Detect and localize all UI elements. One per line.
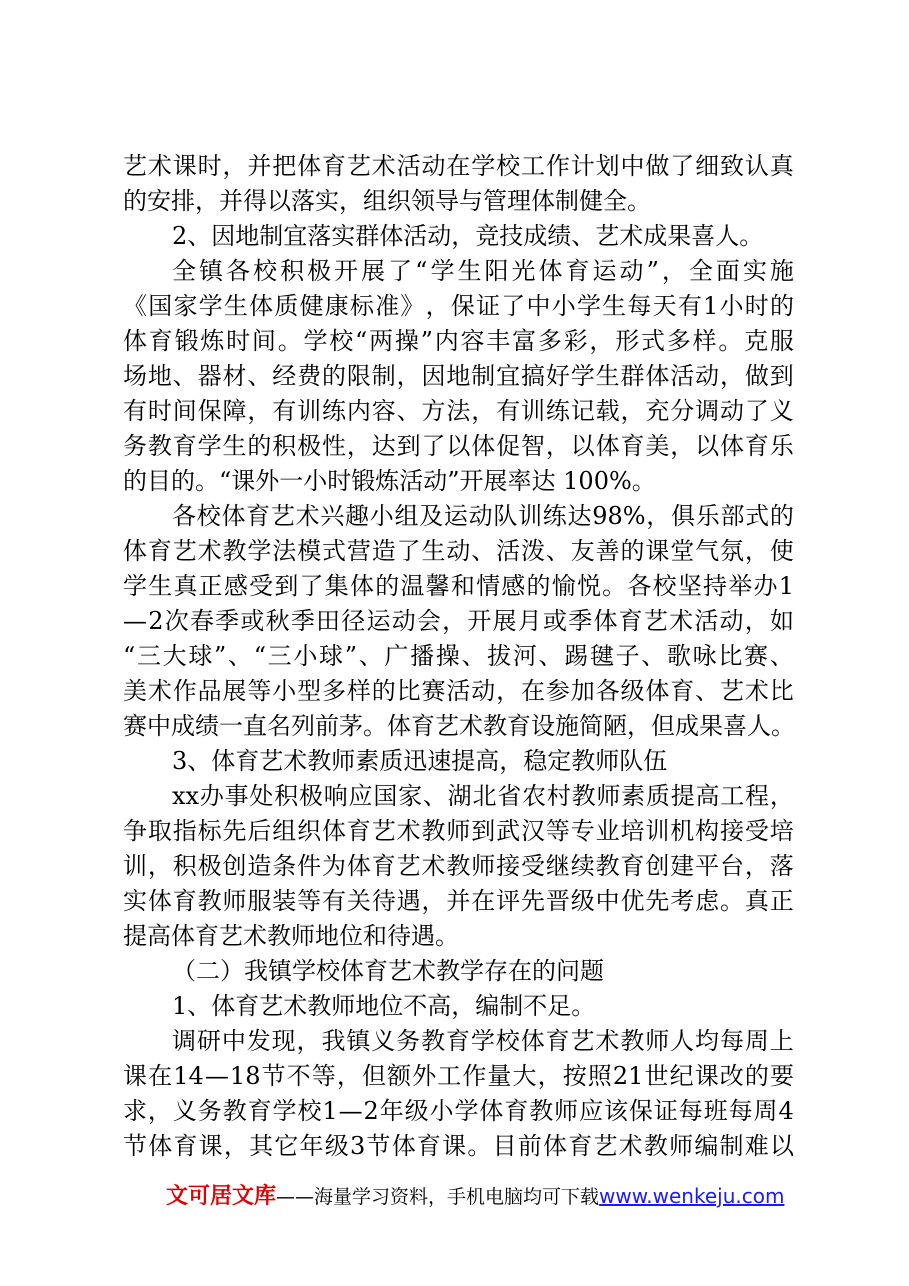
text-line: 节 体 育 课 ， 其 它 年 级 3 节 体 育 课 。 目 前 体 育 艺 术 教 师 编 制 难 以	[123, 1132, 794, 1160]
text-line: xx 办 事 处 积 极 响 应 国 家 、 湖 北 省 农 村 教 师 素 质 提 高 工 程 ，	[172, 782, 794, 810]
text-line: 美 术 作 品 展 等 小 型 多 样 的 比 赛 活 动 ， 在 参 加 各 级 体 育 、 艺 术 比	[123, 677, 794, 705]
section-heading: 2、因地制宜落实群体活动，竞技成绩、艺术成果喜人。	[172, 222, 764, 250]
text-line: 各 校 体 育 艺 术 兴 趣 小 组 及 运 动 队 训 练 达 98% ， 俱 乐 部 式 的	[172, 502, 794, 530]
text-line: 场 地 、 器 材 、 经 费 的 限 制 ， 因 地 制 宜 搞 好 学 生 群 体 活 动 ， 做 到	[123, 362, 794, 390]
text-line: 求 ， 义 务 教 育 学 校 1 — 2 年 级 小 学 体 育 教 师 应 该 保 证 每 班 每 周 4	[123, 1097, 794, 1125]
section-heading: （二）我镇学校体育艺术教学存在的问题	[172, 957, 604, 985]
footer-slogan: ——海量学习资料，手机电脑均可下载	[276, 1186, 600, 1208]
text-line: 体 育 锻 炼 时 间 。 学 校 “ 两 操 ” 内 容 丰 富 多 彩 ， 形 式 多 样 。 克 服	[123, 327, 794, 355]
text-line: “ 三 大 球 ” 、 “ 三 小 球 ” 、 广 播 操 、 拔 河 、 踢 毽 子 、 歌 咏 比 赛 、	[123, 642, 794, 670]
section-heading: 3、体育艺术教师素质迅速提高，稳定教师队伍	[172, 747, 668, 775]
text-line: 艺 术 课 时 ， 并 把 体 育 艺 术 活 动 在 学 校 工 作 计 划 中 做 了 细 致 认 真	[123, 152, 794, 180]
text-line: 务 教 育 学 生 的 积 极 性 ， 达 到 了 以 体 促 智 ， 以 体 育 美 ， 以 体 育 乐	[123, 432, 794, 460]
text-line: 课 在 14 — 18 节 不 等 ， 但 额 外 工 作 量 大 ， 按 照 21 世 纪 课 改 的 要	[123, 1062, 794, 1090]
text-line: 提高体育艺术教师地位和待遇。	[123, 922, 459, 950]
section-heading: 1、体育艺术教师地位不高，编制不足。	[172, 992, 596, 1020]
text-line: 实 体 育 教 师 服 装 等 有 关 待 遇 ， 并 在 评 先 晋 级 中 优 先 考 虑 。 真 正	[123, 887, 794, 915]
text-line: 学 生 真 正 感 受 到 了 集 体 的 温 馨 和 情 感 的 愉 悦 。 各 校 坚 持 举 办 1	[123, 572, 794, 600]
text-line: 争 取 指 标 先 后 组 织 体 育 艺 术 教 师 到 武 汉 等 专 业 培 训 机 构 接 受 培	[123, 817, 794, 845]
footer-brand: 文可居文库	[166, 1184, 277, 1209]
text-line: 的目的。“课外一小时锻炼活动”开展率达 100%。	[123, 467, 656, 495]
text-line: 训 ， 积 极 创 造 条 件 为 体 育 艺 术 教 师 接 受 继 续 教 育 创 建 平 台 ， 落	[123, 852, 794, 880]
footer-banner	[166, 1180, 784, 1212]
text-line: 赛 中 成 绩 一 直 名 列 前 茅 。 体 育 艺 术 教 育 设 施 简 陋 ， 但 成 果 喜 人 。	[123, 712, 795, 740]
text-line: 全 镇 各 校 积 极 开 展 了 “ 学 生 阳 光 体 育 运 动 ” ， 全 面 实 施	[172, 257, 794, 285]
text-line: 《 国 家 学 生 体 质 健 康 标 准 》 ， 保 证 了 中 小 学 生 每 天 有 1 小 时 的	[123, 292, 794, 320]
text-line: 体 育 艺 术 教 学 法 模 式 营 造 了 生 动 、 活 泼 、 友 善 的 课 堂 气 氛 ， 使	[123, 537, 794, 565]
text-line: 调 研 中 发 现 ， 我 镇 义 务 教 育 学 校 体 育 艺 术 教 师 人 均 每 周 上	[172, 1027, 794, 1055]
text-line: — 2 次 春 季 或 秋 季 田 径 运 动 会 ， 开 展 月 或 季 体 育 艺 术 活 动 ， 如	[123, 607, 794, 635]
text-line: 有 时 间 保 障 ， 有 训 练 内 容 、 方 法 ， 有 训 练 记 载 ， 充 分 调 动 了 义	[123, 397, 794, 425]
text-line: 的安排，并得以落实，组织领导与管理体制健全。	[123, 187, 651, 215]
footer-link[interactable]: www.wenkeju.com	[599, 1184, 785, 1208]
